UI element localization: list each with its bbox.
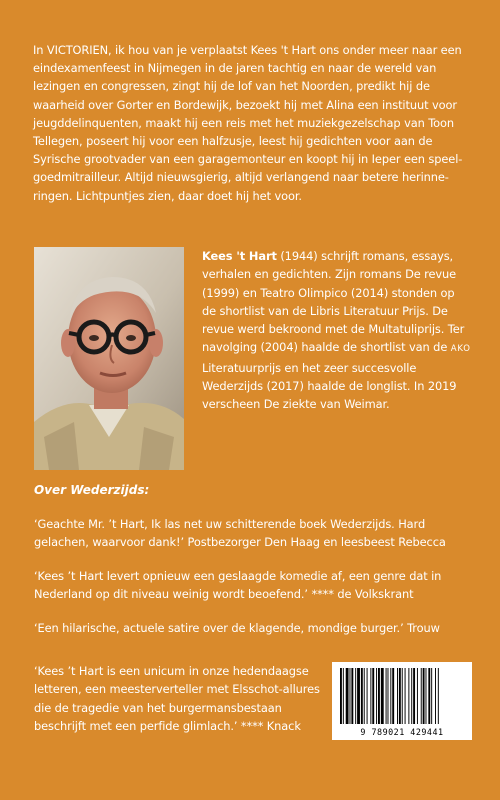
barcode-bar xyxy=(388,668,389,724)
reviews-heading-title: Wederzijds xyxy=(70,483,145,497)
barcode-bar xyxy=(350,668,351,724)
barcode-bar xyxy=(367,668,368,724)
barcode-bar xyxy=(386,668,387,724)
barcode-bar xyxy=(399,668,401,724)
reviews-heading-suffix: : xyxy=(144,483,150,497)
author-name: Kees 't Hart xyxy=(202,249,277,263)
barcode-bar xyxy=(438,668,439,724)
barcode-bar xyxy=(411,668,412,724)
barcode-bar xyxy=(405,668,406,724)
review-quote: ‘Geachte Mr. ’t Hart, Ik las net uw schitterende boek Wederzijds. Hard gelachen, waarvoor dank!’ Postbezorger Den Haag en leesbeest Rebecca xyxy=(34,517,446,550)
barcode-bar xyxy=(370,668,371,724)
barcode-bar xyxy=(343,668,344,724)
barcode-bar xyxy=(392,668,394,724)
barcode-bar xyxy=(372,668,374,724)
barcode-bar xyxy=(357,668,360,724)
review-quote: ‘Kees ’t Hart levert opnieuw een geslaagde komedie af, een genre dat in Nederland op dit niveau weinig wordt beoefend.’ **** de Volkskrant xyxy=(34,569,442,602)
barcode-bar xyxy=(431,668,432,724)
reviews-heading xyxy=(34,483,149,497)
review-quote: ‘Een hilarische, actuele satire over de klagende, mondige burger.’ Trouw xyxy=(34,621,440,635)
barcode-bar xyxy=(340,668,342,724)
isbn-barcode xyxy=(332,662,472,740)
bio-text-part2: Literatuurprijs en het zeer succesvolle Wederzijds (2017) haalde de longlist. In 2019 verscheen De ziekte van Weimar. xyxy=(202,360,457,412)
bio-ako: AKO xyxy=(450,344,471,355)
barcode-bar xyxy=(402,668,403,724)
barcode-bar xyxy=(351,668,353,724)
author-photo xyxy=(34,247,184,470)
barcode-bar xyxy=(435,668,436,724)
barcode-bar xyxy=(361,668,363,724)
barcode-bar xyxy=(390,668,391,724)
isbn-number: 9 789021 429441 xyxy=(360,727,444,737)
barcode-bars xyxy=(332,662,472,726)
barcode-bar xyxy=(428,668,430,724)
barcode-bar xyxy=(408,668,409,724)
book-blurb xyxy=(33,41,473,205)
barcode-bar xyxy=(381,668,384,724)
barcode-bar xyxy=(346,668,349,724)
barcode-bar xyxy=(423,668,425,724)
barcode-bar xyxy=(378,668,380,724)
barcode-bar xyxy=(421,668,422,724)
barcode-bar xyxy=(417,668,418,724)
barcode-bar xyxy=(355,668,356,724)
blurb-text: In VICTORIEN, ik hou van je verplaatst Kees 't Hart ons onder meer naar een eindexamenfeest in Nijmegen in de jaren tachtig en naar de wereld van lezingen en congressen, zingt hij de lof van het Noorden, predikt hij de waarheid over Gorter en Bordewijk, bezoekt hij met Alina een instituut voor jeugddelinquenten, maakt hij een reis met het muziekgezelschap van Toon Tellegen, poseert hij voor een halfzusje, leest hij gedichten voor aan de Syrische grootvader van een garagemonteur en koopt hij in Ieper een speelgoedmitrailleur. Altijd nieuwsgierig, altijd verlangend naar betere herinneringen. Lichtpuntjes zien, daar doet hij het voor. xyxy=(33,43,463,203)
barcode-bar xyxy=(376,668,377,724)
bio-text-part1: (1944) schrijft romans, essays, verhalen en gedichten. Zijn romans De revue (1999) en Teatro Olimpico (2014) stonden op de shortlist van de Libris Literatuur Prijs. De revue werd bekroond met de Multatuliprijs. Ter navolging (2004) haalde de shortlist van de xyxy=(202,249,465,355)
review-quote: ‘Kees ’t Hart is een unicum in onze hedendaagse letteren, een meesterverteller met Elsschot-allures die de tragedie van het burgermansbestaan beschrijft met een perfide glimlach.’ **** Knack xyxy=(34,664,320,733)
barcode-bar xyxy=(426,668,427,724)
author-bio xyxy=(202,247,472,414)
barcode-bar xyxy=(364,668,365,724)
barcode-bar xyxy=(397,668,398,724)
reviews-heading-prefix: Over xyxy=(34,483,71,497)
barcode-bar xyxy=(413,668,415,724)
